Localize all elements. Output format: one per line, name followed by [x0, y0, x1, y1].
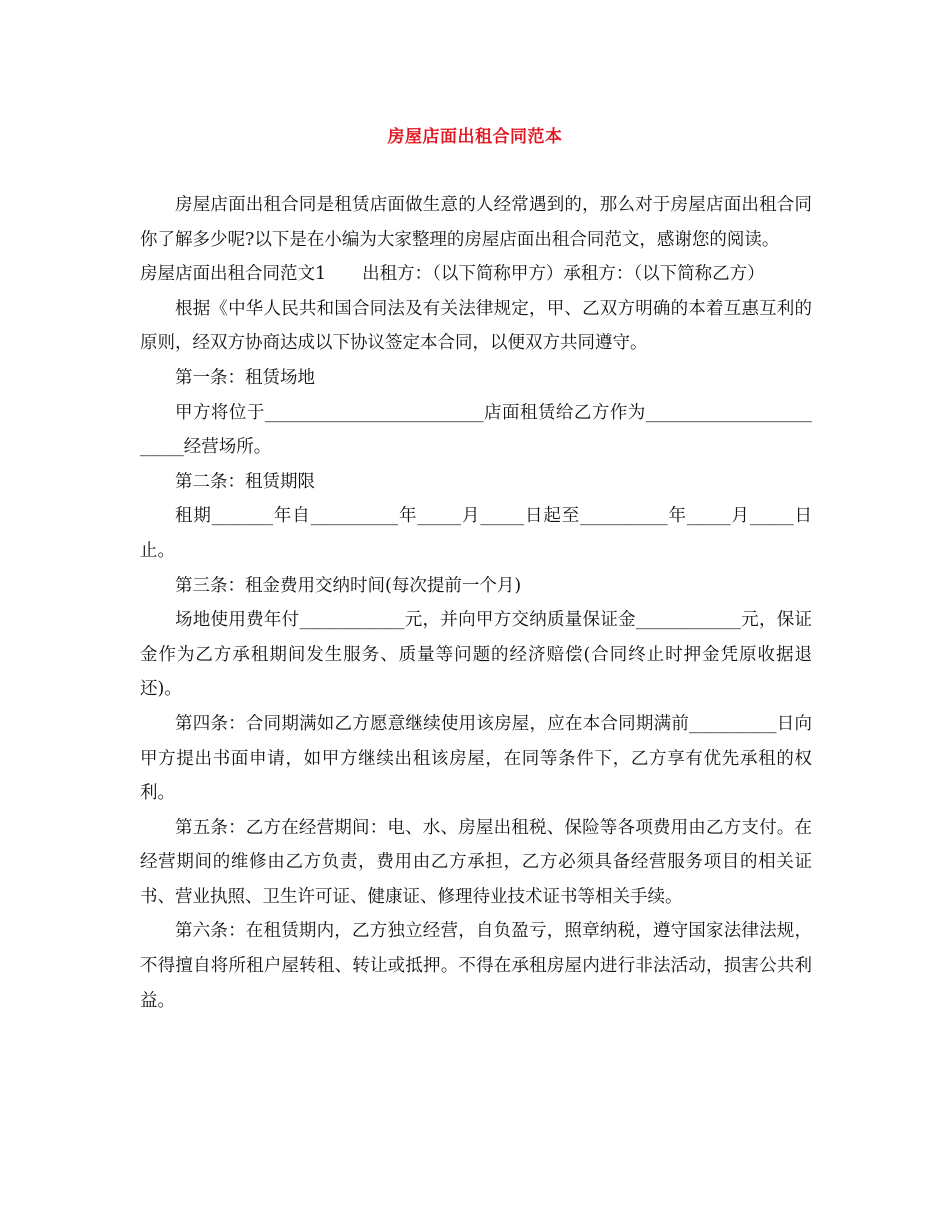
document-title: 房屋店面出租合同范本: [387, 127, 563, 147]
article-1-body: 甲方将位于_________________________店面租赁给乙方作为________________________经营场所。: [140, 402, 812, 458]
article-6-body: 第六条：在租赁期内，乙方独立经营，自负盈亏，照章纳税，遵守国家法律法规，不得擅自将所租户屋转租、转让或抵押。不得在承租房屋内进行非法活动，损害公共利益。: [140, 921, 812, 1011]
article-1-title: 第一条：租赁场地: [175, 367, 315, 388]
article-4-body: 第四条：合同期满如乙方愿意继续使用该房屋，应在本合同期满前__________日向甲方提出书面申请，如甲方继续出租该房屋，在同等条件下，乙方享有优先承租的权利。: [140, 713, 812, 804]
article-3-body: 场地使用费年付____________元，并向甲方交纳质量保证金____________元，保证金作为乙方承租期间发生服务、质量等问题的经济赔偿(合同终止时押金凭原收据退还)。: [140, 610, 812, 700]
article-3-title: 第三条：租金费用交纳时间(每次提前一个月): [175, 575, 522, 596]
parties-text: 出租方：（以下简称甲方）承租方：（以下简称乙方）: [362, 264, 765, 285]
sample-heading: 房屋店面出租合同范文1: [140, 264, 327, 285]
intro-paragraph: 房屋店面出租合同是租赁店面做生意的人经常遇到的，那么对于房屋店面出租合同你了解多少呢?以下是在小编为大家整理的房屋店面出租合同范文，感谢您的阅读。: [140, 195, 812, 250]
basis-paragraph: 根据《中华人民共和国合同法及有关法律规定，甲、乙双方明确的本着互惠互利的原则，经双方协商达成以下协议签定本合同，以便双方共同遵守。: [140, 298, 812, 354]
document-body: [140, 188, 812, 1018]
article-2-body: 租期_______年自__________年_____月_____日起至__________年_____月_____日止。: [140, 506, 812, 561]
sample-heading-line: [140, 257, 812, 292]
article-2-title: 第二条：租赁期限: [175, 471, 315, 492]
article-5-body: 第五条：乙方在经营期间：电、水、房屋出租税、保险等各项费用由乙方支付。在经营期间的维修由乙方负责，费用由乙方承担，乙方必须具备经营服务项目的相关证书、营业执照、卫生许可证、健康证、修理待业技术证书等相关手续。: [140, 817, 812, 907]
